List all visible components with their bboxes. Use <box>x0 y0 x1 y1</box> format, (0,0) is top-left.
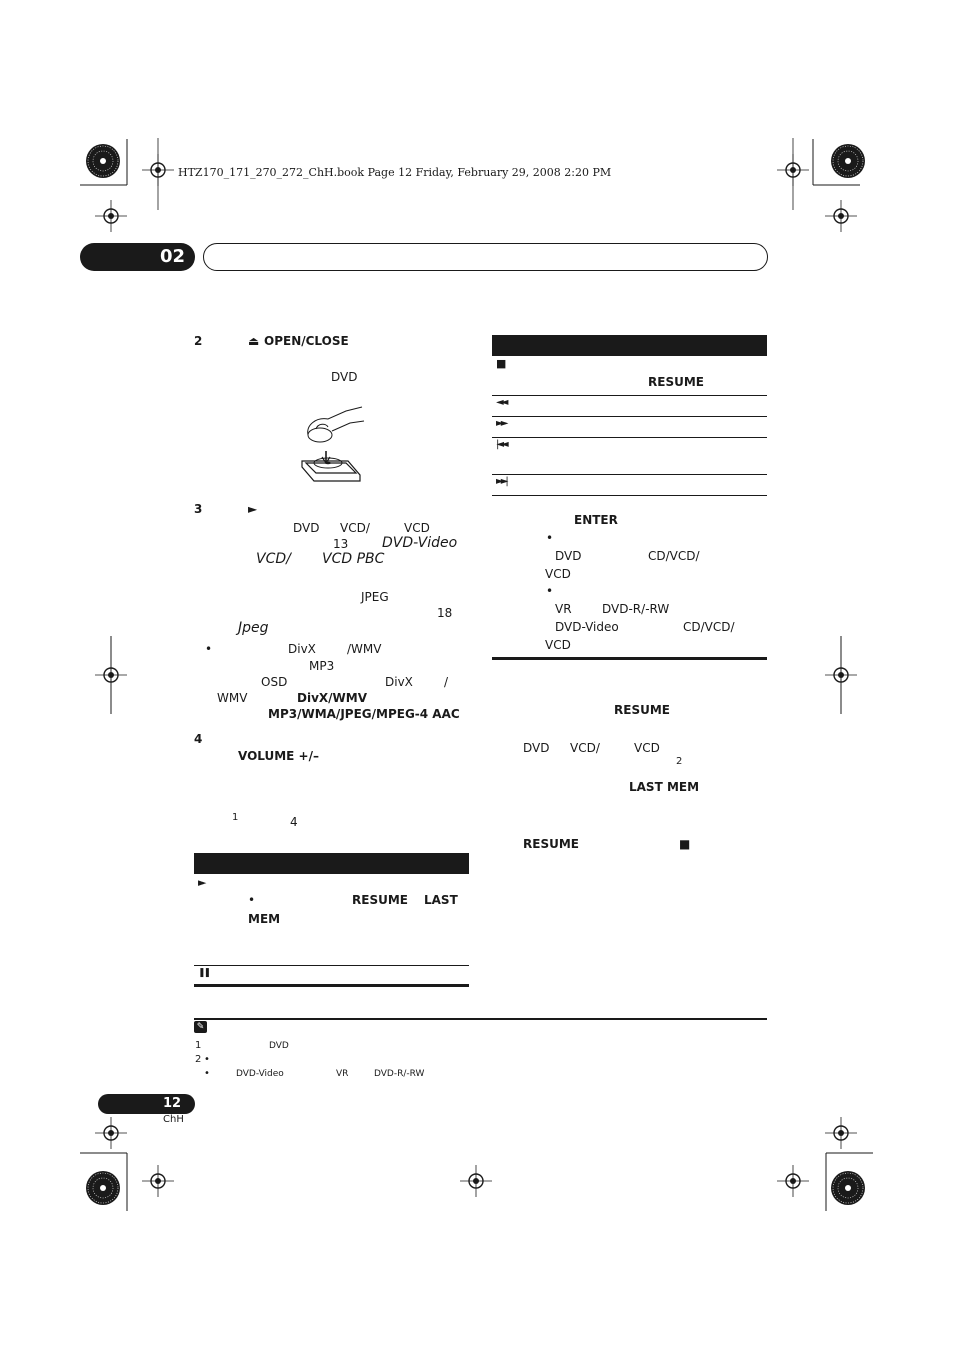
resume-dvd: DVD <box>523 741 550 755</box>
table-mem-key: MEM <box>248 912 281 926</box>
note-3-dvd-r-rw: DVD-R/-RW <box>374 1069 425 1079</box>
note-3-dvd-video: DVD-Video <box>236 1069 284 1079</box>
page-number: 12 <box>163 1096 182 1111</box>
step-3-wmv: /WMV <box>347 642 382 656</box>
rewind-icon: ◄◄ <box>496 397 506 408</box>
notes-divider <box>194 1018 767 1020</box>
enter-dvd-r-rw: DVD-R/-RW <box>602 602 670 616</box>
note-1-number: 1 <box>195 1040 202 1051</box>
right-table-divider-2 <box>492 416 767 417</box>
chapter-number: 02 <box>160 246 186 267</box>
step-3-osd: OSD <box>261 675 288 689</box>
enter-dvd-video: DVD-Video <box>555 620 619 634</box>
table-play-icon: ► <box>198 876 207 889</box>
enter-vcd: VCD <box>545 567 571 581</box>
stop-icon-2: ■ <box>679 837 691 851</box>
step-3-divx: DivX <box>288 642 316 656</box>
open-close-key: OPEN/CLOSE <box>264 334 349 348</box>
step-3-divx2: DivX <box>385 675 413 689</box>
divx-wmv-label: DivX/WMV <box>297 691 367 705</box>
step-3-slash: / <box>444 675 449 689</box>
table-bullet: • <box>248 893 256 907</box>
right-table-divider-3 <box>492 437 767 438</box>
right-resume-key: RESUME <box>648 375 704 389</box>
next-icon: ►►| <box>496 476 506 487</box>
right-table-divider-4 <box>492 474 767 475</box>
eject-icon: ⏏ <box>248 334 260 348</box>
table-last-key: LAST <box>424 893 458 907</box>
fast-forward-icon: ►► <box>496 418 506 429</box>
enter-key: ENTER <box>574 513 618 527</box>
note-2-bullet: • <box>204 1054 210 1065</box>
right-table-header <box>492 335 767 356</box>
left-table-divider <box>194 965 469 966</box>
table-resume-key: RESUME <box>352 893 408 907</box>
vcd-pbc-ref: VCD PBC <box>322 551 385 567</box>
footnote-ref-1: 1 <box>232 812 239 823</box>
step-3-number: 3 <box>194 502 203 516</box>
step-3-mp3: MP3 <box>309 659 335 673</box>
page-ref-18: 18 <box>437 606 453 620</box>
step-2-number: 2 <box>194 334 203 348</box>
enter-bullet-2: • <box>546 584 554 598</box>
step-3-dvd: DVD <box>293 521 320 535</box>
jpeg-ref: Jpeg <box>238 620 269 636</box>
chapter-title-box <box>203 243 768 271</box>
step-3-vcd1: VCD/ <box>340 521 370 535</box>
enter-dvd: DVD <box>555 549 582 563</box>
volume-key: VOLUME +/– <box>238 749 319 763</box>
enter-bullet-1: • <box>546 531 554 545</box>
step-3-jpeg: JPEG <box>361 590 389 604</box>
step-4-ref: 4 <box>290 815 298 829</box>
step-4-number: 4 <box>194 732 203 746</box>
resume-vcd2: VCD <box>634 741 660 755</box>
page-ref-13: 13 <box>333 537 349 551</box>
play-icon: ► <box>248 502 258 516</box>
resume-section-key: RESUME <box>614 703 670 717</box>
note-3-vr: VR <box>336 1069 349 1079</box>
dvd-video-ref: DVD-Video <box>382 535 458 551</box>
right-table-divider-1 <box>492 395 767 396</box>
footnote-ref-2: 2 <box>676 756 683 767</box>
stop-icon: ■ <box>496 357 507 370</box>
enter-vr: VR <box>555 602 572 616</box>
last-mem-key: LAST MEM <box>629 780 700 794</box>
right-table-divider-5 <box>492 495 767 496</box>
vcd-ref: VCD/ <box>256 551 291 567</box>
pause-icon: ❚❚ <box>198 968 210 978</box>
note-1-dvd: DVD <box>269 1041 289 1051</box>
print-header: HTZ170_171_270_272_ChH.book Page 12 Friday, February 29, 2008 2:20 PM <box>178 166 612 179</box>
enter-vcd-2: VCD <box>545 638 571 652</box>
note-icon: ✎ <box>194 1021 207 1033</box>
resume-vcd1: VCD/ <box>570 741 600 755</box>
step-3-vcd2: VCD <box>404 521 430 535</box>
right-table-bottom <box>492 657 767 660</box>
note-2-number: 2 <box>195 1054 202 1065</box>
enter-cd-vcd: CD/VCD/ <box>648 549 700 563</box>
enter-cd-vcd-2: CD/VCD/ <box>683 620 735 634</box>
step-2-dvd: DVD <box>331 370 358 384</box>
resume-key-2: RESUME <box>523 837 579 851</box>
disc-loading-illustration <box>298 405 366 487</box>
left-table-header <box>194 853 469 874</box>
previous-icon: |◄◄ <box>496 439 506 450</box>
note-3-bullet: • <box>204 1068 210 1079</box>
formats-label: MP3/WMA/JPEG/MPEG-4 AAC <box>268 707 460 721</box>
step-3-bullet: • <box>205 642 213 656</box>
page-language: ChH <box>163 1114 184 1125</box>
step-3-wmv2: WMV <box>217 691 248 705</box>
left-table-bottom <box>194 984 469 987</box>
